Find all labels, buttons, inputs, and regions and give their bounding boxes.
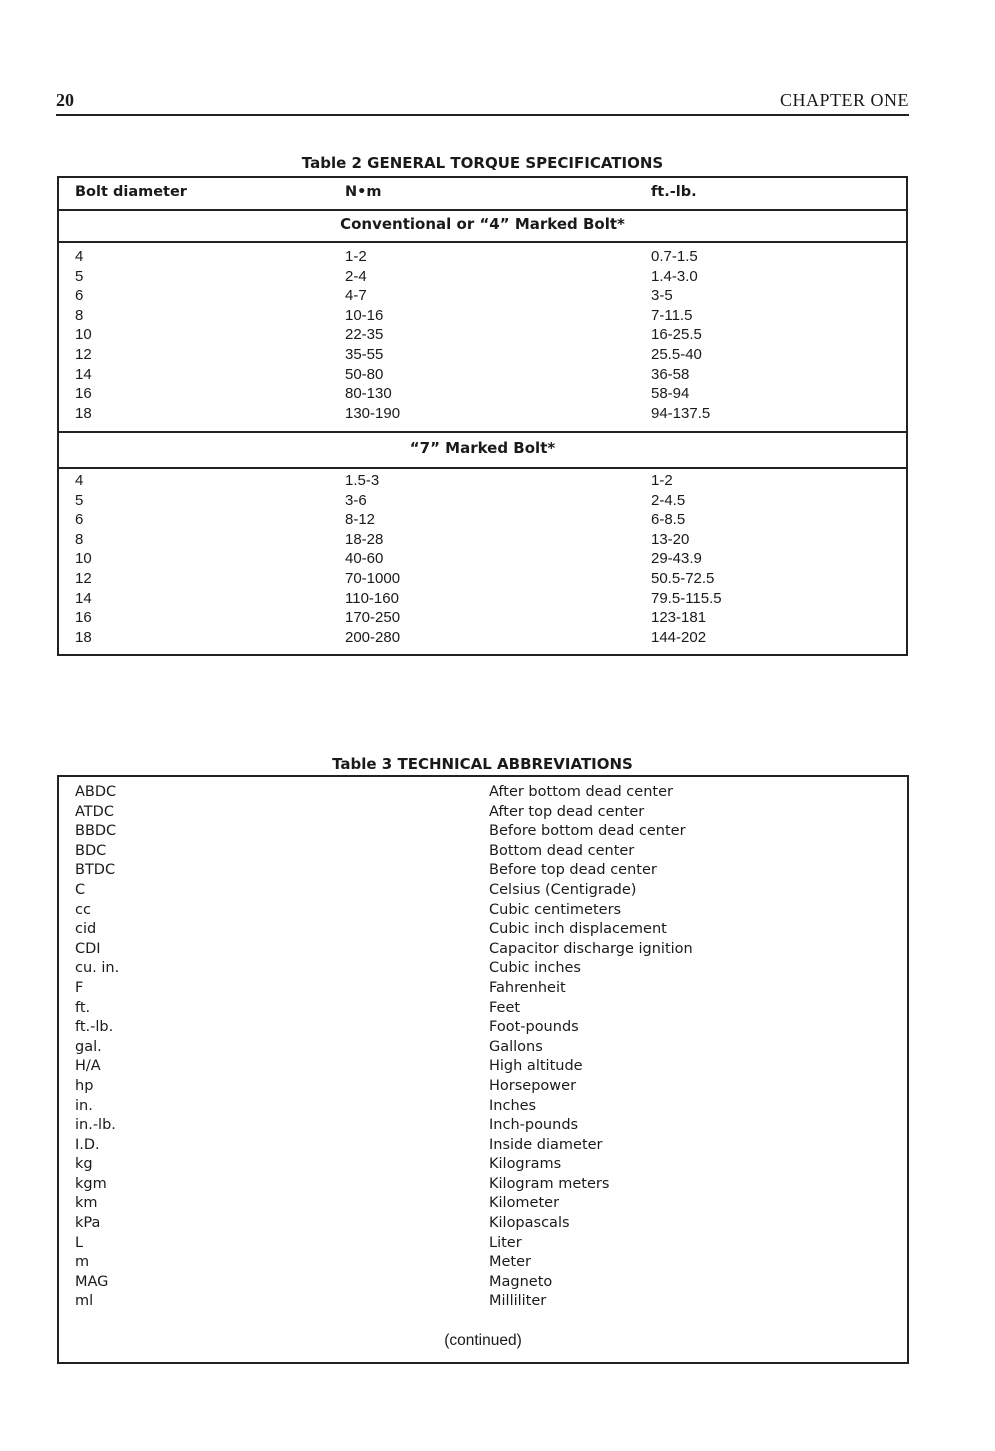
- ftlb-cell: 79.5-115.5: [651, 589, 722, 607]
- bolt-diameter-cell: 5: [75, 267, 84, 285]
- nm-cell: 10-16: [345, 306, 384, 324]
- bolt-diameter-cell: 10: [75, 550, 92, 568]
- nm-cell: 22-35: [345, 326, 384, 344]
- table-row: [59, 1019, 907, 1039]
- ftlb-cell: 1-2: [651, 472, 673, 489]
- nm-cell: 170-250: [345, 609, 401, 627]
- definition-cell: Inside diameter: [489, 1136, 603, 1153]
- bolt-diameter-cell: 6: [75, 287, 84, 305]
- section-header-conventional-bolt: Conventional or “4” Marked Bolt*: [59, 209, 906, 243]
- abbreviation-cell: BDC: [75, 842, 107, 859]
- ftlb-cell: 13-20: [651, 530, 690, 548]
- definition-cell: Fahrenheit: [489, 979, 566, 996]
- abbreviation-cell: ft.: [75, 999, 91, 1016]
- definition-cell: Foot-pounds: [489, 1019, 579, 1036]
- definition-cell: Kilogram meters: [489, 1175, 610, 1192]
- ftlb-cell: 123-181: [651, 609, 707, 627]
- abbreviation-cell: MAG: [75, 1273, 109, 1290]
- abbreviation-cell: kPa: [75, 1215, 101, 1232]
- table-row: [59, 307, 906, 327]
- torque-table-header: [59, 178, 906, 211]
- table-row: [59, 248, 906, 268]
- table-row: [59, 550, 906, 570]
- abbreviation-cell: ft.-lb.: [75, 1019, 114, 1036]
- table-row: [59, 1215, 907, 1235]
- ftlb-cell: 25.5-40: [651, 345, 702, 363]
- table-row: [59, 1078, 907, 1098]
- table-row: [59, 960, 907, 980]
- nm-cell: 1-2: [345, 248, 367, 265]
- definition-cell: Liter: [489, 1234, 522, 1251]
- definition-cell: Magneto: [489, 1273, 553, 1290]
- continued-note: (continued): [444, 1332, 522, 1349]
- torque-section-rows: [59, 248, 906, 424]
- table-row: [59, 366, 906, 386]
- ftlb-cell: 6-8.5: [651, 511, 686, 529]
- definition-cell: Capacitor discharge ignition: [489, 940, 693, 957]
- bolt-diameter-cell: 12: [75, 345, 92, 363]
- table-row: [59, 1117, 907, 1137]
- definition-cell: After bottom dead center: [489, 784, 673, 800]
- torque-section-rows: [59, 472, 906, 648]
- table-row: [59, 1254, 907, 1274]
- abbreviation-cell: ATDC: [75, 803, 114, 820]
- torque-table: [57, 176, 908, 656]
- definition-cell: Inches: [489, 1097, 537, 1114]
- table-row: [59, 326, 906, 346]
- definition-cell: Cubic centimeters: [489, 901, 622, 918]
- nm-cell: 1.5-3: [345, 472, 380, 489]
- abbreviation-cell: H/A: [75, 1058, 101, 1075]
- nm-cell: 35-55: [345, 345, 384, 363]
- abbreviation-rows: [59, 784, 907, 1313]
- definition-cell: Kilograms: [489, 1156, 562, 1173]
- page-number: 20: [56, 90, 74, 110]
- ftlb-cell: 58-94: [651, 385, 690, 403]
- bolt-diameter-cell: 8: [75, 306, 84, 324]
- table-row: [59, 1039, 907, 1059]
- abbreviation-cell: BBDC: [75, 823, 117, 840]
- nm-cell: 8-12: [345, 511, 376, 529]
- abbreviation-cell: I.D.: [75, 1136, 100, 1153]
- table-row: [59, 570, 906, 590]
- definition-cell: Gallons: [489, 1038, 543, 1055]
- ftlb-cell: 50.5-72.5: [651, 569, 715, 587]
- ftlb-cell: 7-11.5: [651, 306, 693, 324]
- table-row: [59, 1156, 907, 1176]
- abbreviations-table: [57, 775, 909, 1364]
- ftlb-cell: 94-137.5: [651, 404, 711, 422]
- table-row: [59, 287, 906, 307]
- nm-cell: 130-190: [345, 404, 401, 422]
- bolt-diameter-cell: 14: [75, 589, 92, 607]
- definition-cell: Kilopascals: [489, 1215, 570, 1232]
- table-row: [59, 882, 907, 902]
- table-row: [59, 1293, 907, 1313]
- abbreviation-cell: ml: [75, 1293, 94, 1310]
- abbreviation-cell: F: [75, 979, 84, 996]
- table-row: [59, 1235, 907, 1255]
- nm-cell: 80-130: [345, 385, 392, 403]
- abbreviation-cell: cc: [75, 901, 91, 918]
- abbreviation-cell: m: [75, 1254, 90, 1271]
- definition-cell: Cubic inch displacement: [489, 921, 667, 938]
- abbreviation-cell: ABDC: [75, 784, 117, 800]
- table-row: [59, 823, 907, 843]
- table-row: [59, 1274, 907, 1294]
- table-row: [59, 405, 906, 425]
- nm-cell: 40-60: [345, 550, 384, 568]
- nm-cell: 3-6: [345, 491, 367, 509]
- definition-cell: Celsius (Centigrade): [489, 881, 637, 898]
- bolt-diameter-cell: 14: [75, 365, 92, 383]
- abbreviation-cell: in.-lb.: [75, 1117, 116, 1134]
- table-row: [59, 1137, 907, 1157]
- bolt-diameter-cell: 4: [75, 248, 84, 265]
- ftlb-cell: 16-25.5: [651, 326, 702, 344]
- nm-cell: 70-1000: [345, 569, 401, 587]
- table-row: [59, 590, 906, 610]
- nm-cell: 18-28: [345, 530, 384, 548]
- column-header-nm: N•m: [345, 184, 382, 200]
- chapter-title: CHAPTER ONE: [779, 90, 909, 110]
- nm-cell: 50-80: [345, 365, 384, 383]
- abbreviation-cell: kg: [75, 1156, 93, 1173]
- table-row: [59, 980, 907, 1000]
- table-row: [59, 385, 906, 405]
- bolt-diameter-cell: 18: [75, 404, 92, 422]
- abbreviation-cell: hp: [75, 1077, 94, 1094]
- table-row: [59, 941, 907, 961]
- definition-cell: Before top dead center: [489, 862, 657, 879]
- bolt-diameter-cell: 4: [75, 472, 84, 489]
- table-row: [59, 804, 907, 824]
- definition-cell: Meter: [489, 1254, 531, 1271]
- table-row: [59, 921, 907, 941]
- bolt-diameter-cell: 18: [75, 628, 92, 646]
- table-row: [59, 1098, 907, 1118]
- nm-cell: 2-4: [345, 267, 367, 285]
- nm-cell: 4-7: [345, 287, 367, 305]
- abbreviation-cell: C: [75, 881, 86, 898]
- page-header: [56, 90, 909, 116]
- definition-cell: High altitude: [489, 1058, 583, 1075]
- definition-cell: Horsepower: [489, 1077, 577, 1094]
- abbreviation-cell: L: [75, 1234, 84, 1251]
- table-row: [59, 609, 906, 629]
- bolt-diameter-cell: 10: [75, 326, 92, 344]
- definition-cell: Before bottom dead center: [489, 823, 686, 840]
- bolt-diameter-cell: 16: [75, 385, 92, 403]
- bolt-diameter-cell: 5: [75, 491, 84, 509]
- definition-cell: Milliliter: [489, 1293, 547, 1310]
- bolt-diameter-cell: 8: [75, 530, 84, 548]
- section-header-7-marked-bolt: “7” Marked Bolt*: [59, 431, 906, 469]
- table-row: [59, 629, 906, 649]
- table-row: [59, 784, 907, 804]
- definition-cell: Feet: [489, 999, 521, 1016]
- abbreviation-cell: km: [75, 1195, 98, 1212]
- abbreviation-cell: CDI: [75, 940, 101, 957]
- table-row: [59, 492, 906, 512]
- definition-cell: Kilometer: [489, 1195, 560, 1212]
- abbreviations-table-caption: Table 3 TECHNICAL ABBREVIATIONS: [332, 755, 633, 773]
- ftlb-cell: 1.4-3.0: [651, 267, 698, 285]
- bolt-diameter-cell: 6: [75, 511, 84, 529]
- ftlb-cell: 144-202: [651, 628, 707, 646]
- ftlb-cell: 2-4.5: [651, 491, 686, 509]
- definition-cell: Bottom dead center: [489, 842, 635, 859]
- nm-cell: 200-280: [345, 628, 401, 646]
- table-row: [59, 511, 906, 531]
- table-row: [59, 531, 906, 551]
- abbreviation-cell: BTDC: [75, 862, 116, 879]
- column-header-ftlb: ft.-lb.: [651, 184, 697, 200]
- table-row: [59, 472, 906, 492]
- table-row: [59, 1195, 907, 1215]
- table-row: [59, 1176, 907, 1196]
- abbreviation-cell: gal.: [75, 1038, 102, 1055]
- abbreviation-cell: kgm: [75, 1175, 107, 1192]
- bolt-diameter-cell: 16: [75, 609, 92, 627]
- ftlb-cell: 0.7-1.5: [651, 248, 698, 265]
- ftlb-cell: 29-43.9: [651, 550, 702, 568]
- abbreviation-cell: cid: [75, 921, 97, 938]
- torque-table-caption: Table 2 GENERAL TORQUE SPECIFICATIONS: [301, 154, 664, 172]
- table-row: [59, 1058, 907, 1078]
- table-row: [59, 862, 907, 882]
- column-header-bolt-diameter: Bolt diameter: [75, 184, 187, 200]
- bolt-diameter-cell: 12: [75, 569, 92, 587]
- nm-cell: 110-160: [345, 589, 399, 607]
- table-row: [59, 843, 907, 863]
- definition-cell: Cubic inches: [489, 960, 581, 977]
- ftlb-cell: 3-5: [651, 287, 673, 305]
- table-row: [59, 902, 907, 922]
- table-row: [59, 1000, 907, 1020]
- table-row: [59, 268, 906, 288]
- definition-cell: Inch-pounds: [489, 1117, 579, 1134]
- abbreviation-cell: in.: [75, 1097, 93, 1114]
- abbreviation-cell: cu. in.: [75, 960, 120, 977]
- definition-cell: After top dead center: [489, 803, 645, 820]
- ftlb-cell: 36-58: [651, 365, 690, 383]
- table-row: [59, 346, 906, 366]
